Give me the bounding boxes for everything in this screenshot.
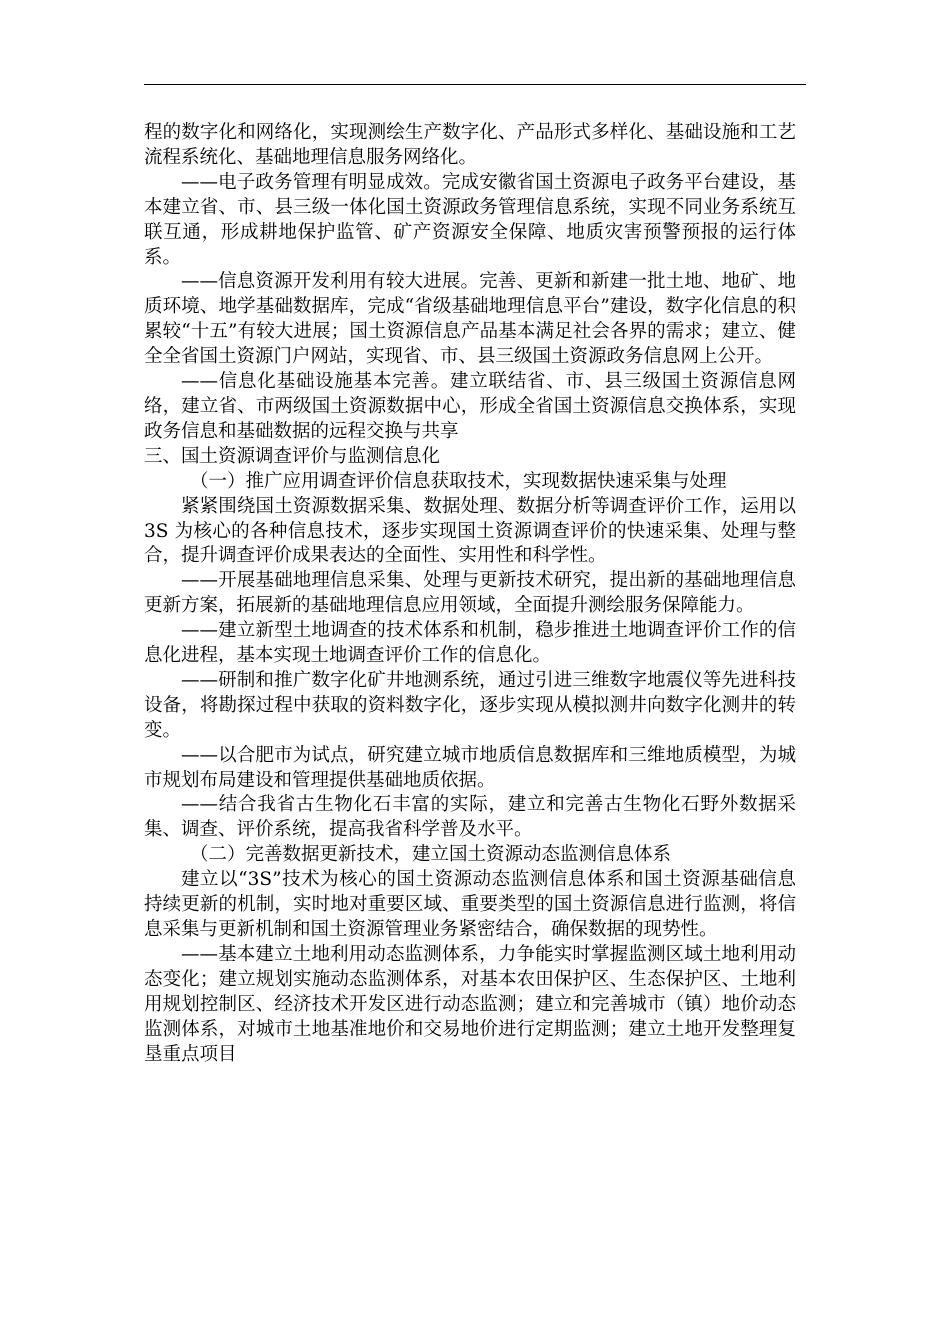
- subsection-heading: （二）完善数据更新技术，建立国土资源动态监测信息体系: [190, 844, 672, 866]
- paragraph: ——信息化基础设施基本完善。建立联结省、市、县三级国土资源信息网络，建立省、市两级国土资源数据中心，形成全省国土资源信息交换体系，实现政务信息和基础数据的远程交换与共享: [144, 371, 796, 442]
- paragraph: ——开展基础地理信息采集、处理与更新技术研究，提出新的基础地理信息更新方案，拓展新的基础地理信息应用领域，全面提升测绘服务保障能力。: [144, 570, 796, 617]
- paragraph: 程的数字化和网络化，实现测绘生产数字化、产品形式多样化、基础设施和工艺流程系统化、基础地理信息服务网络化。: [144, 122, 796, 168]
- paragraph: ——电子政务管理有明显成效。完成安徽省国土资源电子政务平台建设，基本建立省、市、县三级一体化国土资源政务管理信息系统，实现不同业务系统互联互通，形成耕地保护监管、矿产资源安全保障、地质灾害预警预报的运行体系。: [144, 171, 796, 268]
- subsection-heading: （一）推广应用调查评价信息获取技术，实现数据快速采集与处理: [190, 470, 727, 492]
- paragraph: ——信息资源开发利用有较大进展。完善、更新和新建一批土地、地矿、地质环境、地学基础数据库，完成“省级基础地理信息平台”建设，数字化信息的积累较“十五”有较大进展；国土资源信息产品基本满足社会各界的需求；建立、健全全省国土资源门户网站，实现省、市、县三级国土资源政务信息网上公开。: [144, 271, 796, 368]
- paragraph: ——结合我省古生物化石丰富的实际，建立和完善古生物化石野外数据采集、调查、评价系统，提高我省科学普及水平。: [144, 794, 796, 841]
- paragraph: ——以合肥市为试点，研究建立城市地质信息数据库和三维地质模型，为城市规划布局建设和管理提供基础地质依据。: [144, 744, 796, 791]
- paragraph: ——基本建立土地利用动态监测体系，力争能实时掌握监测区域土地利用动态变化；建立规划实施动态监测体系，对基本农田保护区、生态保护区、土地利用规划控制区、经济技术开发区进行动态监测；建立和完善城市（镇）地价动态监测体系，对城市土地基准地价和交易地价进行定期监测；建立土地开发整理复垦重点项目: [144, 943, 796, 1065]
- section-heading: 三、国土资源调查评价与监测信息化: [144, 445, 441, 467]
- header-rule: [144, 84, 806, 85]
- paragraph: 紧紧围绕国土资源数据采集、数据处理、数据分析等调查评价工作，运用以 3S 为核心的各种信息技术，逐步实现国土资源调查评价的快速采集、处理与整合，提升调查评价成果表达的全面性、实用性和科学性。: [144, 495, 815, 567]
- document-body: [144, 121, 815, 1067]
- paragraph: 建立以“3S”技术为核心的国土资源动态监测信息体系和国土资源基础信息持续更新的机制，实时地对重要区域、重要类型的国土资源信息进行监测，将信息采集与更新机制和国土资源管理业务紧密结合，确保数据的现势性。: [144, 869, 796, 940]
- paragraph: ——建立新型土地调查的技术体系和机制，稳步推进土地调查评价工作的信息化进程，基本实现土地调查评价工作的信息化。: [144, 620, 796, 667]
- paragraph: ——研制和推广数字化矿井地测系统，通过引进三维数字地震仪等先进科技设备，将勘探过程中获取的资料数字化，逐步实现从模拟测井向数字化测井的转变。: [144, 669, 796, 741]
